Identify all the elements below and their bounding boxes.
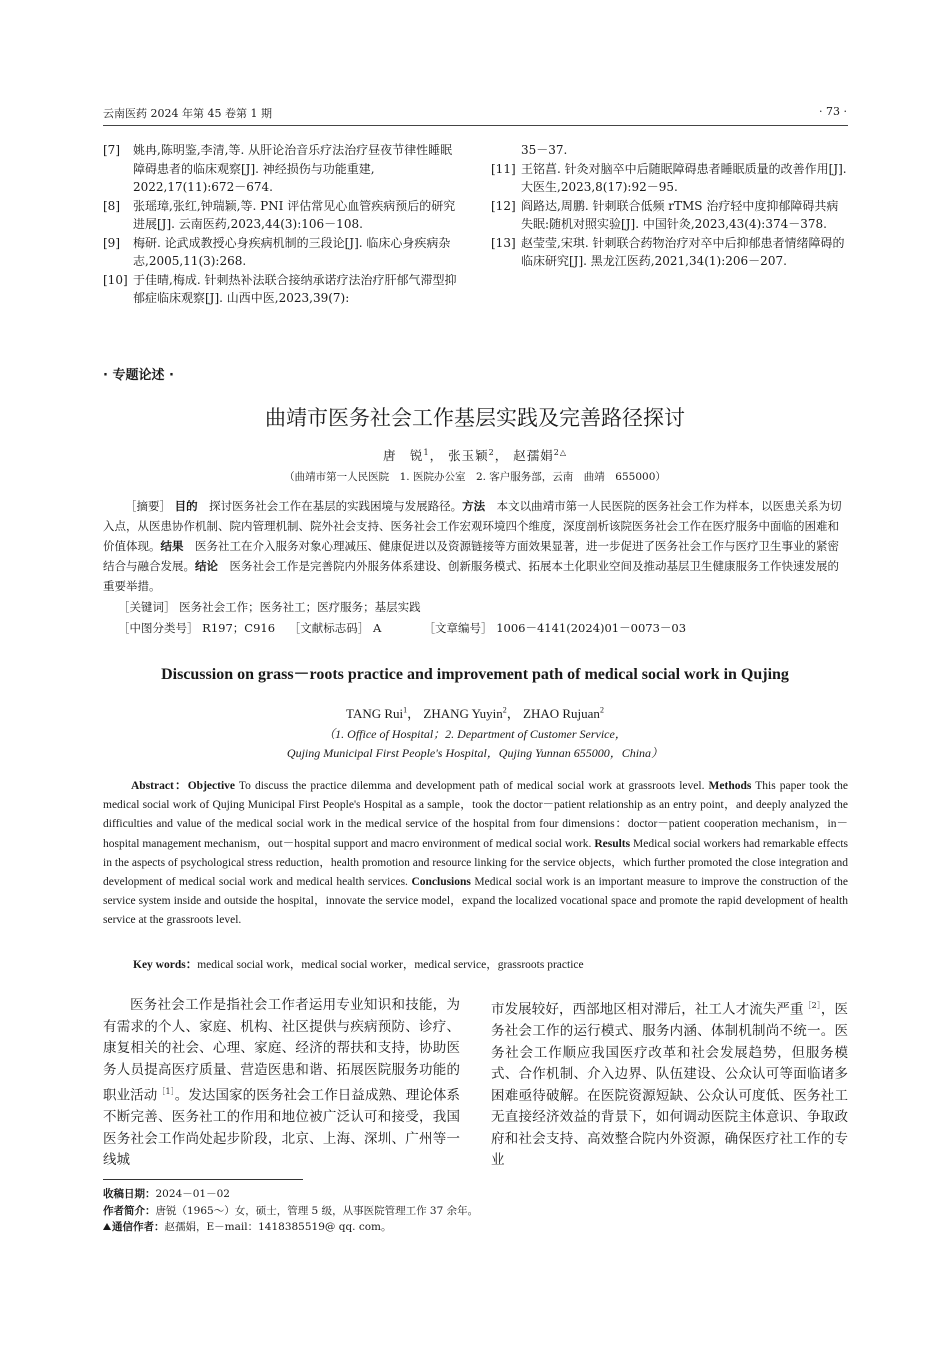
- citation-2: ［2］: [803, 1001, 821, 1010]
- doc-label: ［文献标志码］: [288, 621, 370, 635]
- results-label: 结果: [160, 539, 184, 553]
- reference-text: 张瑶璋,张红,钟瑞颖,等. PNI 评估常见心血管疾病预后的研究进展[J]. 云南医药,2023,44(3):106－108.: [133, 198, 456, 231]
- reference-number: [7]: [103, 143, 120, 157]
- methods-label: 方法: [462, 499, 486, 513]
- footnotes: [103, 1186, 478, 1236]
- footnote-author: [103, 1203, 478, 1220]
- keywords-en-label: Key words：: [133, 959, 198, 971]
- reference-number: [12]: [491, 198, 516, 213]
- methods-en-text: This paper took the medical social work of Qujing Municipal First People's Hospital as a sample，took the doctor－patient relationship as an entry point，and deeply analyzed the difficulties and value of the medical social work in the medical service of the hospital from four dimensions：doctor－patient cooperation mechanism，in－hospital management mechanism，out－hospital support and macro environment of medical social work.: [103, 780, 848, 850]
- author-value: 唐锐（1965～）女，硕士，管理 5 级，从事医院管理工作 37 余年。: [155, 1204, 479, 1217]
- results-en-text: Medical social workers had remarkable effects in the aspects of psychological stress reduction，health promotion and resource linking for the service objects，which further promoted the close integration and development of medical social work and medical health services.: [103, 837, 848, 889]
- author-2-cn: 张玉颖: [448, 448, 489, 463]
- reference-item: [103, 141, 460, 197]
- reference-text: 姚冉,陈明鉴,李清,等. 从肝论治音乐疗法治疗昼夜节律性睡眠障碍患者的临床观察[J]. 神经损伤与功能重建, 2022,17(11):672－674.: [133, 143, 453, 194]
- clc-value: R197；C916: [202, 621, 276, 635]
- author-2-en: ZHANG Yuyin: [423, 706, 503, 721]
- affiliation-en-line2: Qujing Municipal First People's Hospital，Qujing Yunnan 655000，China）: [286, 746, 664, 760]
- id-label: ［文章编号］: [423, 621, 493, 635]
- author-3-en: ZHAO Rujuan: [523, 706, 600, 721]
- keywords-en-text: medical social work，medical social worker，medical service，grassroots practice: [197, 959, 584, 971]
- author-1-en: TANG Rui: [346, 706, 404, 721]
- footnote-rule: [103, 1179, 303, 1180]
- conclusion-text: 医务社会工作是完善院内外服务体系建设、创新服务模式、拓展本土化职业空间及推动基层卫生健康服务工作快速发展的重要举措。: [103, 559, 839, 593]
- author-2-sup: 2: [488, 447, 495, 457]
- clc-label: ［中图分类号］: [118, 621, 199, 635]
- author-1-en-sup: 1: [403, 705, 408, 715]
- body-left: [103, 995, 460, 1172]
- corr-label: 通信作者：: [112, 1221, 165, 1233]
- reference-item: [491, 141, 848, 160]
- reference-number: [10]: [103, 272, 128, 287]
- authors-cn: [0, 446, 950, 464]
- reference-text: 王铭菖. 针灸对脑卒中后随眠障碍患者睡眠质量的改善作用[J]. 大医生,2023,8(17):92－95.: [521, 161, 847, 194]
- body-right-text-b: ，医务社会工作的运行模式、服务内涵、体制机制尚不统一。医务社会工作顺应我国医疗改革和社会发展趋势，但服务模式、合作机制、介入边界、队伍建设、公众认可等面临诸多困难亟待破解。在医院资源短缺、公众认可度低、医务社工无直接经济效益的背景下，如何调动医院主体意识、争取政府和社会支持、高效整合院内外资源，确保医疗社工作的专业: [491, 1001, 849, 1168]
- conclusion-label: 结论: [195, 559, 218, 573]
- objective-en-text: To discuss the practice dilemma and development path of medical social work at grassroots level.: [235, 780, 709, 792]
- author-sep: ，: [494, 448, 509, 463]
- methods-en-label: Methods: [708, 780, 752, 792]
- references-left: [103, 141, 460, 308]
- author-en-sep: ，: [407, 706, 421, 721]
- references-right: [491, 141, 848, 271]
- reference-text: 赵莹莹,宋琪. 针刺联合药物治疗对卒中后抑郁患者情绪障碍的临床研究[J]. 黑龙江医药,2021,34(1):206－207.: [521, 235, 845, 268]
- reference-number: [8]: [103, 198, 120, 213]
- abstract-en-label: Abstract：: [131, 780, 188, 792]
- affiliation-en: [0, 725, 950, 763]
- results-en-label: Results: [594, 837, 631, 850]
- reference-text: 梅研. 论武成教授心身疾病机制的三段论[J]. 临床心身疾病杂志,2005,11(3):268.: [133, 235, 451, 268]
- author-sep: ，: [429, 448, 444, 463]
- received-label: 收稿日期：: [103, 1188, 156, 1200]
- author-1-cn: 唐 锐: [383, 448, 424, 463]
- doc-value: A: [372, 621, 382, 635]
- reference-item: [103, 234, 460, 271]
- keywords-cn: [118, 599, 421, 615]
- journal-header: 云南医药 2024 年第 45 卷第 1 期: [103, 107, 272, 120]
- received-value: 2024－01－02: [155, 1188, 230, 1200]
- id-value: 1006－4141(2024)01－0073－03: [496, 621, 687, 635]
- objective-text: 探讨医务社会工作在基层的实践困境与发展路径。: [197, 499, 463, 513]
- reference-item: [491, 234, 848, 271]
- section-tag: · 专题论述 ·: [103, 368, 174, 383]
- reference-item: [491, 197, 848, 234]
- conclusions-en-text: Medical social work is an important measure to improve the construction of the service system inside and outside the hospital，innovate the service model，expand the localized vocational space and promote the rapid development of health service at the grassroots level.: [103, 876, 848, 927]
- author-3-en-sup: 2: [599, 705, 604, 715]
- conclusions-en-label: Conclusions: [411, 876, 471, 889]
- affiliation-en-line1: （1. Office of Hospital；2. Department of Customer Service，: [323, 727, 627, 741]
- author-3-cn: 赵孺娟: [513, 448, 554, 463]
- author-3-sup: 2△: [553, 447, 567, 457]
- page-number: · 73 ·: [819, 105, 847, 118]
- body-left-text-b: 。发达国家的医务社会工作日益成熟、理论体系不断完善、医务社工的作用和地位被广泛认可和接受，我国医务社会工作尚处起步阶段，北京、上海、深圳、广州等一线城: [103, 1087, 461, 1168]
- header-rule: [103, 125, 848, 126]
- citation-1: ［1］: [157, 1087, 175, 1096]
- body-left-text-a: 医务社会工作是指社会工作者运用专业知识和技能，为有需求的个人、家庭、机构、社区提供与疾病预防、诊疗、康复相关的社会、心理、家庭、经济的帮扶和支持，协助医务人员提高医疗质量、营造医患和谐、拓展医院服务功能的职业活动: [103, 997, 460, 1104]
- footnote-received: [103, 1186, 478, 1203]
- reference-text: 阎路达,周鹏. 针刺联合低频 rTMS 治疗轻中度抑郁障碍共病失眠:随机对照实验[J]. 中国针灸,2023,43(4):374－378.: [521, 198, 839, 231]
- reference-number: [13]: [491, 235, 516, 250]
- author-en-sep: ，: [506, 706, 520, 721]
- footnote-corresponding: [103, 1219, 478, 1236]
- reference-number: [11]: [491, 161, 516, 176]
- author-1-sup: 1: [423, 447, 430, 457]
- keywords-text: 医务社会工作；医务社工；医疗服务；基层实践: [179, 600, 421, 614]
- classification-line: [118, 620, 686, 636]
- reference-item: [491, 160, 848, 197]
- reference-text: 35－37.: [521, 143, 568, 157]
- reference-text: 于佳晴,梅成. 针刺热补法联合接纳承诺疗法治疗肝郁气滞型抑郁症临床观察[J]. 山西中医,2023,39(7):: [133, 272, 457, 305]
- reference-item: [103, 197, 460, 234]
- body-right-text-a: 市发展较好，西部地区相对滞后，社工人才流失严重: [491, 1001, 804, 1018]
- title-cn: 曲靖市医务社会工作基层实践及完善路径探讨: [265, 406, 685, 430]
- reference-item: [103, 271, 460, 308]
- abstract-cn: [103, 496, 848, 596]
- abstract-label: ［摘要］: [125, 499, 171, 513]
- title-en: Discussion on grass－roots practice and improvement path of medical social work in Qujing: [161, 666, 789, 683]
- author-label: 作者简介：: [103, 1204, 156, 1217]
- objective-en-label: Objective: [187, 780, 235, 792]
- authors-en: [0, 703, 950, 722]
- methods-text: 本文以曲靖市第一人民医院的医务社会工作为样本，以医患关系为切入点，从医患协作机制、院内管理机制、院外社会支持、医务社会工作宏观环境四个维度，深度剖析该院医务社会工作在医疗服务中面临的困难和价值体现。: [103, 499, 842, 553]
- reference-number: [9]: [103, 235, 120, 250]
- objective-label: 目的: [174, 499, 198, 513]
- corr-value: 赵孺娟，E－mail：1418385519@ qq. com。: [164, 1221, 392, 1233]
- affiliation-cn: （曲靖市第一人民医院 1. 医院办公室 2. 客户服务部，云南 曲靖 655000）: [284, 471, 666, 483]
- results-text: 医务社工在介入服务对象心理减压、健康促进以及资源链接等方面效果显著，进一步促进了医务社会工作与医疗卫生事业的紧密结合与融合发展。: [103, 539, 839, 573]
- triangle-icon: [103, 1223, 111, 1230]
- keywords-en: [133, 956, 584, 972]
- keywords-label: ［关键词］: [118, 600, 176, 614]
- author-2-en-sup: 2: [502, 705, 507, 715]
- body-right: [491, 995, 848, 1172]
- abstract-en: [103, 777, 848, 931]
